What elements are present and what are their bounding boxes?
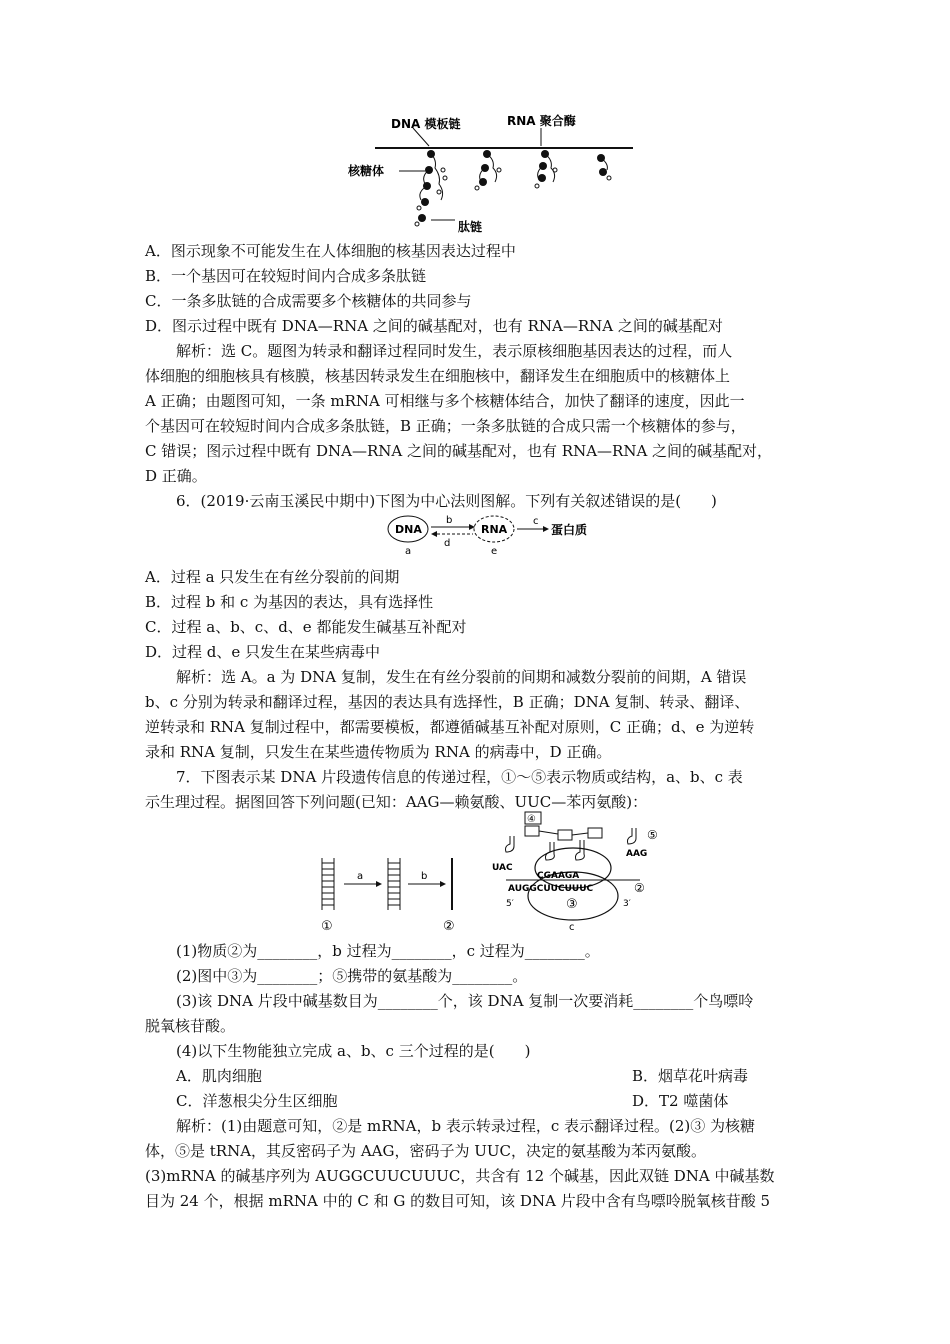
label-3: ③ [566,897,578,912]
rna-node: RNA [481,523,508,536]
q5-option-c: C．一条多肽链的合成需要多个核糖体的共同参与 [145,292,472,310]
q7-sub1: (1)物质②为________，b 过程为________，c 过程为________。 [176,942,600,960]
ribosome-label: 核糖体 [348,164,385,178]
label-1: ① [321,919,333,934]
q6-stem: 6．(2019·云南玉溪民中期中)下图为中心法则图解。下列有关叙述错误的是( ) [176,492,717,510]
q7-sub3-line2: 脱氧核苷酸。 [145,1017,236,1035]
process-c-label: c [533,516,539,527]
label-4: ④ [527,814,536,825]
q5-analysis-line: 解析：选 C。题图为转录和翻译过程同时发生，表示原核细胞基因表达的过程，而人 [176,342,733,360]
q6-option-b: B．过程 b 和 c 为基因的表达，具有选择性 [145,593,434,611]
five-prime-label: 5′ [506,899,514,909]
q6-analysis-line: 逆转录和 RNA 复制过程中，都需要模板，都遵循碱基互补配对原则，C 正确；d、e 为逆转 [145,718,755,736]
q6-option-c: C．过程 a、b、c、d、e 都能发生碱基互补配对 [145,618,467,636]
q7-sub2: (2)图中③为________；⑤携带的氨基酸为________。 [176,967,528,985]
process-a-label: a [405,546,412,557]
aag-anticodon: AAG [626,849,648,859]
q5-analysis-line: A 正确；由题图可知，一条 mRNA 可相继与多个核糖体结合，加快了翻译的速度，因此一 [145,392,745,410]
q6-analysis-line: b、c 分别为转录和翻译过程，基因的表达具有选择性，B 正确；DNA 复制、转录、翻译、 [145,693,750,711]
mrna-sequence: AUGGCUUCUUUC [508,884,594,894]
q7-option-a: A．肌肉细胞 [176,1067,262,1085]
q5-analysis-line: 体细胞的细胞核具有核膜，核基因转录发生在细胞核中，翻译发生在细胞质中的核糖体上 [145,367,731,385]
q6-option-a: A．过程 a 只发生在有丝分裂前的间期 [145,568,400,586]
transcription-translation-figure [345,108,645,238]
q7-analysis-line: (3)mRNA 的碱基序列为 AUGGCUUCUUUC，共含有 12 个碱基，因此双链 DNA 中碱基数 [145,1167,775,1185]
rna-polymerase-label: RNA 聚合酶 [507,114,576,128]
q5-option-a: A．图示现象不可能发生在人体细胞的核基因表达过程中 [145,242,516,260]
q7-sub4: (4)以下生物能独立完成 a、b、c 三个过程的是( ) [176,1042,531,1060]
label-2: ② [443,919,455,934]
process-b-label: b [421,871,428,882]
process-c-label: c [569,922,575,933]
process-d-label: d [444,538,451,549]
uac-anticodon: UAC [492,863,513,873]
label-5: ⑤ [647,828,658,842]
central-dogma-figure [385,513,605,558]
label-2-mrna: ② [634,881,645,895]
process-b-label: b [446,515,453,526]
q6-option-d: D．过程 d、e 只发生在某些病毒中 [145,643,381,661]
q7-analysis-line: 体，⑤是 tRNA，其反密码子为 AAG，密码子为 UUC，决定的氨基酸为苯丙氨酸。 [145,1142,706,1160]
process-a-label: a [357,871,364,882]
q6-analysis-line: 录和 RNA 复制，只发生在某些遗传物质为 RNA 的病毒中，D 正确。 [145,743,612,761]
q7-analysis-line: 目为 24 个，根据 mRNA 中的 C 和 G 的数目可知，该 DNA 片段中含有鸟嘌呤脱氧核苷酸 5 [145,1192,771,1210]
q7-stem-line2: 示生理过程。据图回答下列问题(已知：AAG—赖氨酸、UUC—苯丙氨酸)： [145,793,648,811]
q7-option-d: D．T2 噬菌体 [632,1092,729,1110]
q7-stem-line1: 7．下图表示某 DNA 片段遗传信息的传递过程，①～⑤表示物质或结构，a、b、c 表 [176,768,743,786]
dna-template-label: DNA 模板链 [391,117,461,131]
gene-expression-figure [310,810,670,935]
q5-option-b: B．一个基因可在较短时间内合成多条肽链 [145,267,427,285]
q5-analysis-line: C 错误；图示过程中既有 DNA—RNA 之间的碱基配对，也有 RNA—RNA 之间的碱基配对， [145,442,773,460]
peptide-label: 肽链 [458,220,483,234]
anticodon-sequence: CGAAGA [537,871,580,881]
three-prime-label: 3′ [623,899,631,909]
q6-analysis-line: 解析：选 A。a 为 DNA 复制，发生在有丝分裂前的间期和减数分裂前的间期，A 错误 [176,668,747,686]
q7-analysis-line: 解析：(1)由题意可知，②是 mRNA，b 表示转录过程，c 表示翻译过程。(2)③ 为核糖 [176,1117,756,1135]
q5-option-d: D．图示过程中既有 DNA—RNA 之间的碱基配对，也有 RNA—RNA 之间的碱基配对 [145,317,723,335]
protein-node: 蛋白质 [551,523,588,537]
q7-sub3-line1: (3)该 DNA 片段中碱基数目为________个，该 DNA 复制一次要消耗________个鸟嘌呤 [176,992,754,1010]
q7-option-b: B．烟草花叶病毒 [632,1067,749,1085]
q7-option-c: C．洋葱根尖分生区细胞 [176,1092,338,1110]
q5-analysis-line: 个基因可在较短时间内合成多条肽链，B 正确；一条多肽链的合成只需一个核糖体的参与， [145,417,746,435]
process-e-label: e [491,546,498,557]
q5-analysis-line: D 正确。 [145,467,207,485]
dna-node: DNA [395,523,422,536]
